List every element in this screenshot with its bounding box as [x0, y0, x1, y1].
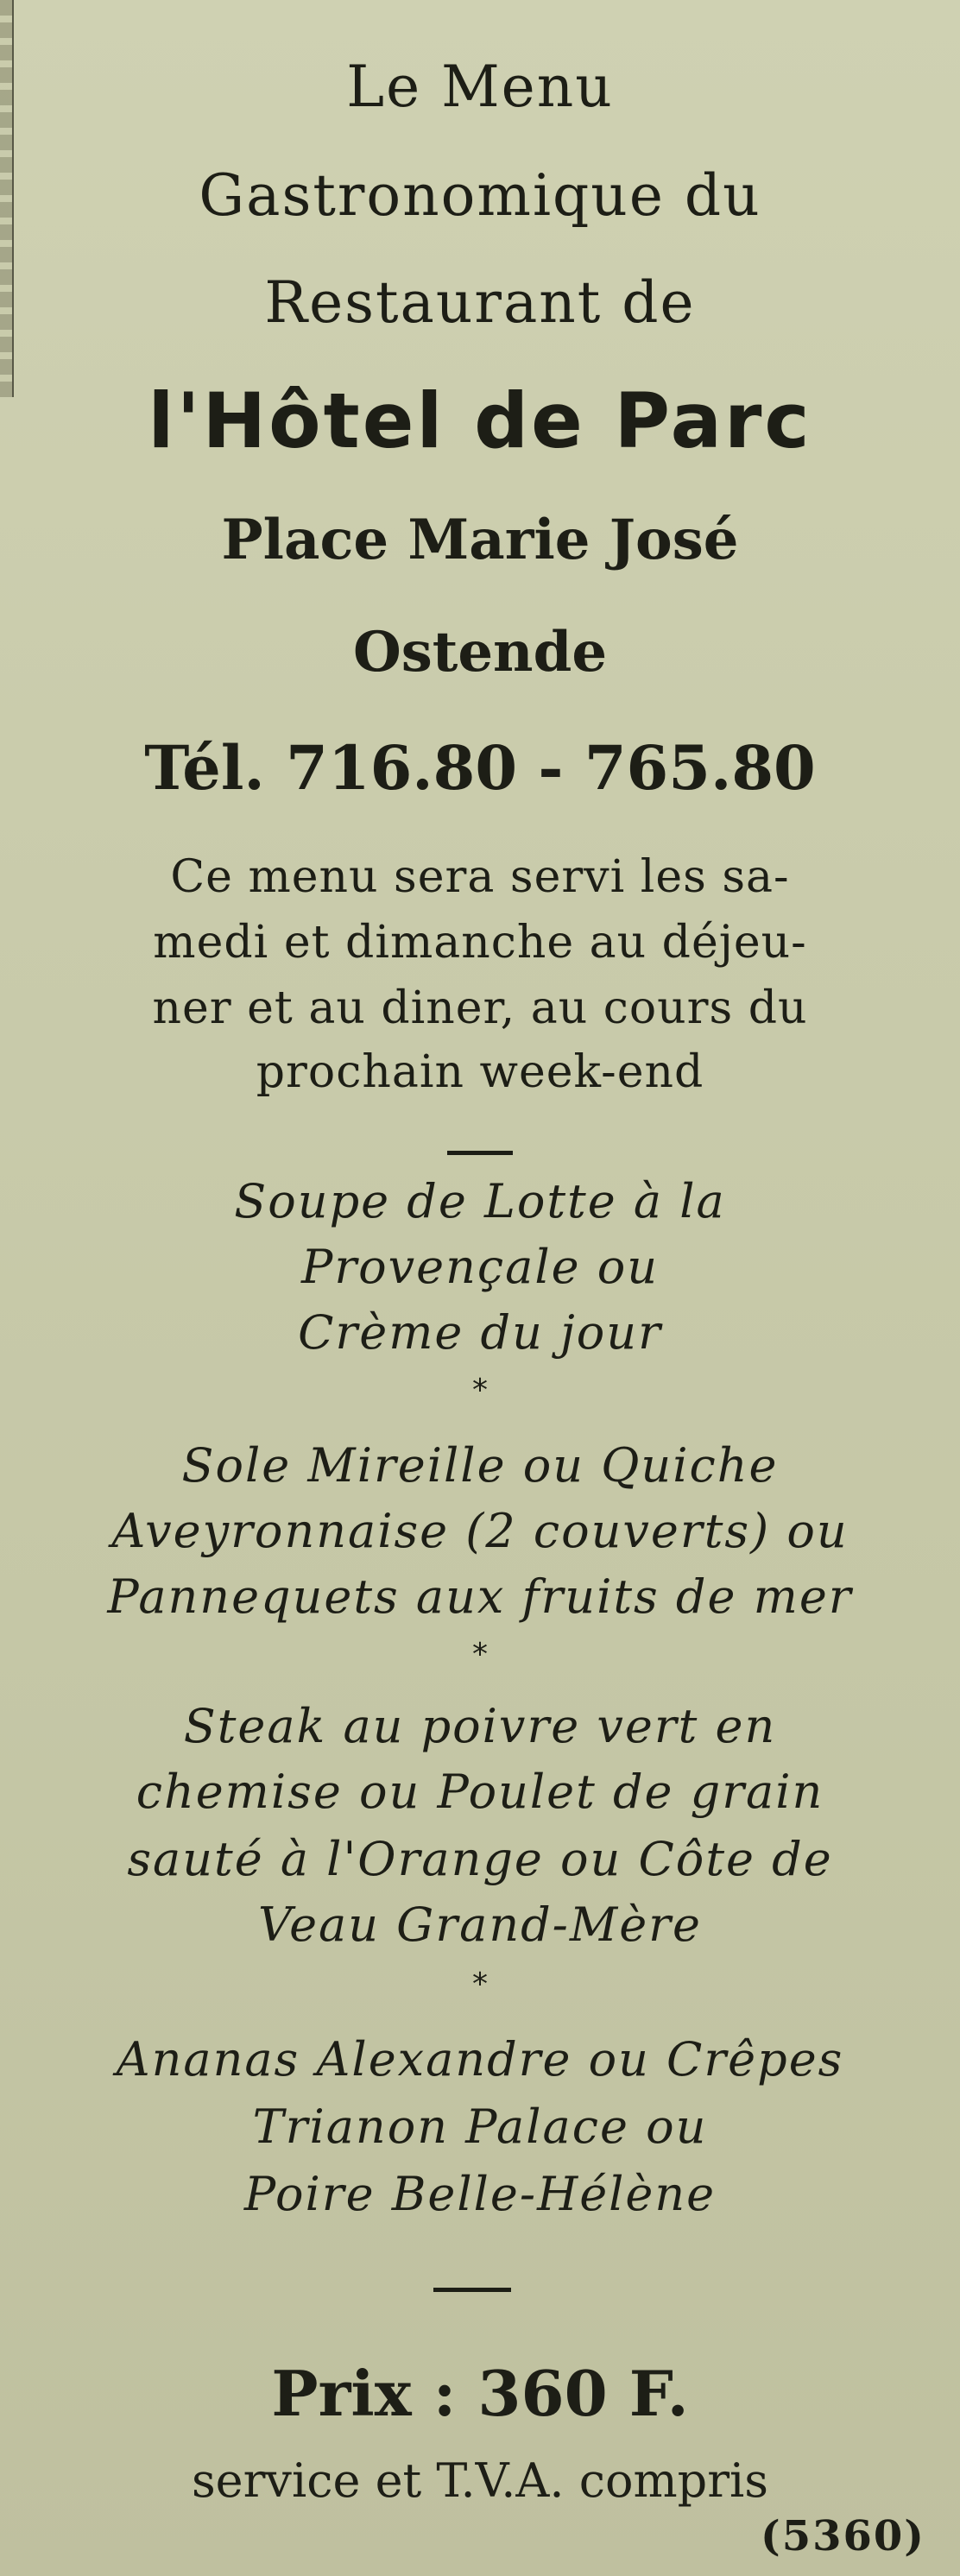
main-course-line: chemise ou Poulet de grain: [136, 1765, 824, 1819]
address-street: Place Marie José: [221, 508, 739, 572]
address-city: Ostende: [352, 620, 608, 685]
course-separator: *: [472, 1373, 488, 1408]
main-course-line: Veau Grand-Mère: [258, 1897, 702, 1952]
course-separator: *: [472, 1967, 488, 2002]
fish-course-line: Aveyronnaise (2 couverts) ou: [111, 1504, 849, 1558]
main-course-line: Steak au poivre vert en: [183, 1699, 777, 1753]
title-line-1: Le Menu: [346, 54, 614, 120]
hotel-name: l'Hôtel de Parc: [148, 376, 812, 465]
telephone: Tél. 716.80 - 765.80: [144, 732, 816, 804]
starter-line: Provençale ou: [300, 1240, 660, 1294]
fish-course-line: Sole Mireille ou Quiche: [181, 1438, 779, 1493]
intro-line: ner et au diner, au cours du: [152, 982, 808, 1034]
title-line-2: Gastronomique du: [199, 162, 761, 229]
course-separator: *: [472, 1637, 488, 1672]
intro-line: prochain week-end: [256, 1046, 704, 1098]
price: Prix : 360 F.: [271, 2357, 689, 2430]
main-course-line: sauté à l'Orange ou Côte de: [127, 1832, 833, 1886]
title-line-3: Restaurant de: [264, 269, 696, 336]
starter-line: Soupe de Lotte à la: [234, 1174, 726, 1228]
divider-rule: [447, 1151, 513, 1155]
starter-line: Crème du jour: [298, 1305, 662, 1360]
ad-reference-code: (5360): [760, 2512, 925, 2560]
dessert-line: Poire Belle-Hélène: [243, 2167, 717, 2221]
intro-line: medi et dimanche au déjeu-: [153, 917, 807, 969]
dessert-line: Trianon Palace ou: [252, 2099, 708, 2154]
dessert-line: Ananas Alexandre ou Crêpes: [116, 2032, 844, 2087]
service-note: service et T.V.A. compris: [191, 2453, 769, 2508]
divider-rule: [433, 2288, 511, 2292]
fish-course-line: Pannequets aux fruits de mer: [107, 1569, 853, 1624]
intro-line: Ce menu sera servi les sa-: [170, 851, 790, 903]
